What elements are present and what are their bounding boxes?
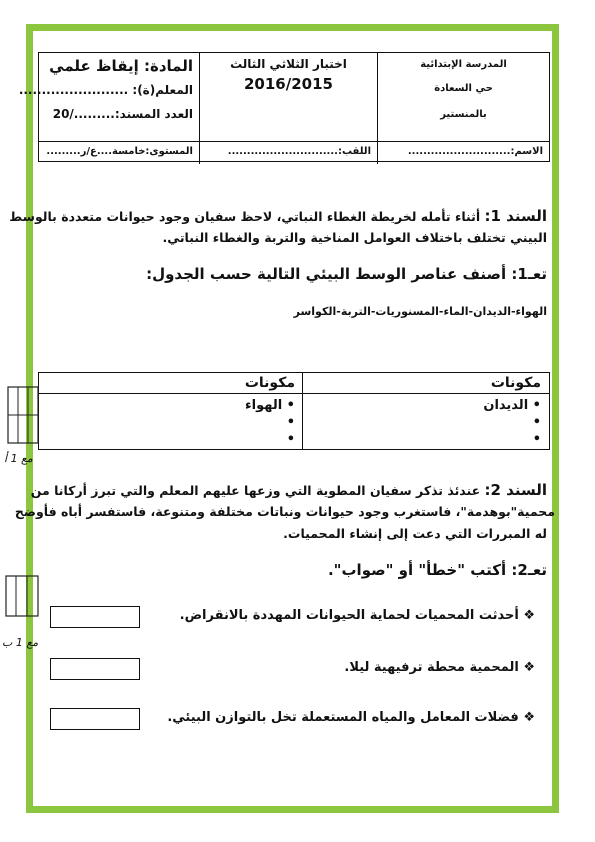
table-bullet-left-2: •: [286, 415, 295, 430]
statement-1: ❖ أحدثت المحميات لحماية الحيوانات المهددة بالانقراض.: [179, 608, 535, 623]
exam-cell: [199, 53, 377, 141]
section2-text-line3: له المبررات التي دعت إلى إنشاء المحميات.: [283, 526, 547, 541]
table-header-right: مكونات: [490, 375, 541, 391]
level-field[interactable]: المستوى:خامسة....ع/ر.........: [46, 146, 193, 157]
school-cell: [377, 53, 549, 141]
section2-label: السند 2:: [484, 481, 547, 499]
statement-2: ❖ المحمية محطة ترفيهية ليلا.: [344, 660, 535, 675]
table-right-item-1[interactable]: الديدان: [483, 398, 529, 413]
table-bullet-right-2: •: [532, 415, 541, 430]
school-city: بالمنستير: [440, 109, 487, 120]
surname-field[interactable]: اللقب:.............................: [227, 146, 371, 157]
grading-label-1: مع 1 أ: [4, 452, 33, 465]
section1-label: السند 1:: [484, 207, 547, 225]
school-name: المدرسة الإبتدائية: [420, 59, 507, 70]
statement-3: ❖ فضلات المعامل والمياه المستعملة تخل بالتوازن البيئي.: [167, 710, 535, 725]
task1-elements: الهواء-الديدان-الماء-المسنوريات-التربة-الكواسر: [293, 305, 547, 318]
table-bullet-right-1: • الديدان: [483, 398, 541, 413]
task2: [47, 560, 547, 580]
table-header-left: مكونات: [244, 375, 295, 391]
section2: [30, 480, 547, 501]
grading-grid-2: [0, 572, 44, 632]
table-bullet-left-1: • الهواء: [244, 398, 295, 413]
name-field[interactable]: الاسم:...........................: [407, 146, 543, 157]
subject-cell: [18, 53, 199, 141]
table-left-item-1[interactable]: الهواء: [244, 398, 283, 413]
answer-box-2[interactable]: [50, 658, 140, 680]
table-bullet-right-3: •: [532, 432, 541, 447]
task1-label: تعـ1:: [511, 265, 547, 283]
answer-box-3[interactable]: [50, 708, 140, 730]
section1: [9, 206, 547, 227]
grade-total: العدد المسند:........./20: [52, 107, 193, 121]
header-bottom-row: [39, 141, 549, 164]
grading-label-2: مع 1 ب: [2, 636, 39, 649]
exam-year: 2016/2015: [244, 75, 333, 93]
components-table: [38, 372, 550, 450]
grading-grid-1: [2, 383, 42, 453]
school-district: حي السعادة: [434, 83, 493, 94]
section1-text-line1: أثناء تأمله لخريطة الغطاء النباتي، لاحظ سفيان وجود حيوانات متعددة بالوسط: [9, 209, 481, 224]
answer-box-1[interactable]: [50, 606, 140, 628]
table-bullet-left-3: •: [286, 432, 295, 447]
section1-text-line2: البيني تختلف باختلاف العوامل المناخية والتربة والغطاء النباتي.: [162, 230, 547, 245]
task2-label: تعـ2:: [511, 561, 547, 579]
exam-title: اختبار الثلاثي الثالث: [230, 57, 347, 71]
subject: المادة: إيقاظ علمي: [49, 57, 193, 75]
section2-text-line1: عندئذ تذكر سفيان المطوية التي وزعها عليهم المعلم والتي تبرز أركانا من: [30, 483, 481, 498]
task2-instruction: أكتب "خطأ" أو "صواب".: [327, 561, 507, 579]
section2-text-line2: محمية"بوهدمة"، فاستغرب وجود حيوانات ونباتات مختلفة ومتنوعة، فاستفسر أباه فأوضح: [14, 504, 555, 519]
task1: [47, 264, 547, 284]
teacher-field[interactable]: المعلم(ة): ........................: [18, 83, 193, 97]
header-table: [18, 52, 550, 162]
task1-instruction: أصنف عناصر الوسط البيئي التالية حسب الجدول:: [146, 265, 507, 283]
